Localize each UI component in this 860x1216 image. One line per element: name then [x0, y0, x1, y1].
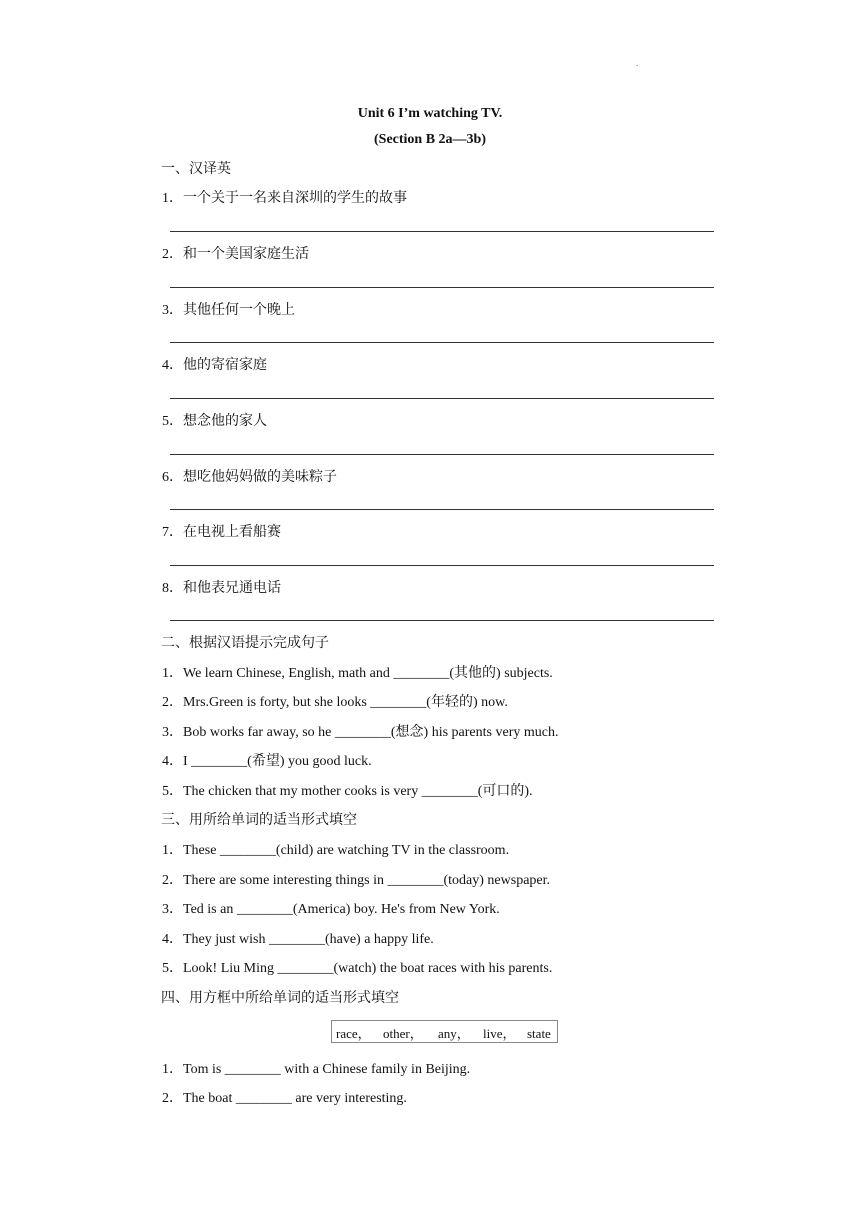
question-item: 7．在电视上看船赛: [162, 525, 281, 540]
question-item: 1．Tom is ________ with a Chinese family in Beijing.: [162, 1062, 471, 1077]
section-1-heading: 一、汉译英: [161, 162, 231, 177]
answer-line[interactable]: [170, 231, 714, 232]
question-item: 3．Ted is an ________(America) boy. He's from New York.: [162, 902, 500, 917]
question-item: 8．和他表兄通电话: [162, 581, 281, 596]
page-subtitle: (Section B 2a—3b): [374, 132, 486, 147]
question-item: 4．I ________(希望) you good luck.: [162, 754, 372, 769]
question-item: 1．一个关于一名来自深圳的学生的故事: [162, 191, 407, 206]
section-4-heading: 四、用方框中所给单词的适当形式填空: [161, 991, 399, 1006]
question-item: 1．These ________(child) are watching TV in the classroom.: [162, 843, 510, 858]
answer-line[interactable]: [170, 342, 714, 343]
question-item: 3．Bob works far away, so he ________(想念) his parents very much.: [162, 725, 559, 740]
question-item: 1．We learn Chinese, English, math and ________(其他的) subjects.: [162, 666, 553, 681]
question-item: 4．他的寄宿家庭: [162, 358, 267, 373]
section-2-heading: 二、根据汉语提示完成句子: [161, 636, 329, 651]
header-dot: .: [636, 58, 639, 68]
word-box: [331, 1020, 558, 1043]
question-item: 2．Mrs.Green is forty, but she looks ________(年轻的) now.: [162, 695, 508, 710]
question-item: 5．想念他的家人: [162, 414, 267, 429]
answer-line[interactable]: [170, 620, 714, 621]
answer-line[interactable]: [170, 509, 714, 510]
section-3-heading: 三、用所给单词的适当形式填空: [161, 813, 357, 828]
question-item: 5．Look! Liu Ming ________(watch) the boat races with his parents.: [162, 961, 553, 976]
answer-line[interactable]: [170, 398, 714, 399]
question-item: 4．They just wish ________(have) a happy life.: [162, 932, 434, 947]
word-box-word: any，: [438, 1026, 470, 1041]
question-item: 6．想吃他妈妈做的美味粽子: [162, 470, 337, 485]
word-box-word: live，: [483, 1026, 516, 1041]
word-box-word: race，: [336, 1026, 371, 1041]
question-item: 2．The boat ________ are very interesting.: [162, 1091, 407, 1106]
question-item: 5．The chicken that my mother cooks is very ________(可口的).: [162, 784, 533, 799]
word-box-word: other，: [383, 1026, 423, 1041]
answer-line[interactable]: [170, 287, 714, 288]
word-box-word: state: [527, 1026, 551, 1041]
answer-line[interactable]: [170, 565, 714, 566]
page-title: Unit 6 I’m watching TV.: [357, 106, 503, 121]
question-item: 2．和一个美国家庭生活: [162, 247, 309, 262]
question-item: 3．其他任何一个晚上: [162, 303, 295, 318]
answer-line[interactable]: [170, 454, 714, 455]
question-item: 2．There are some interesting things in ________(today) newspaper.: [162, 873, 551, 888]
